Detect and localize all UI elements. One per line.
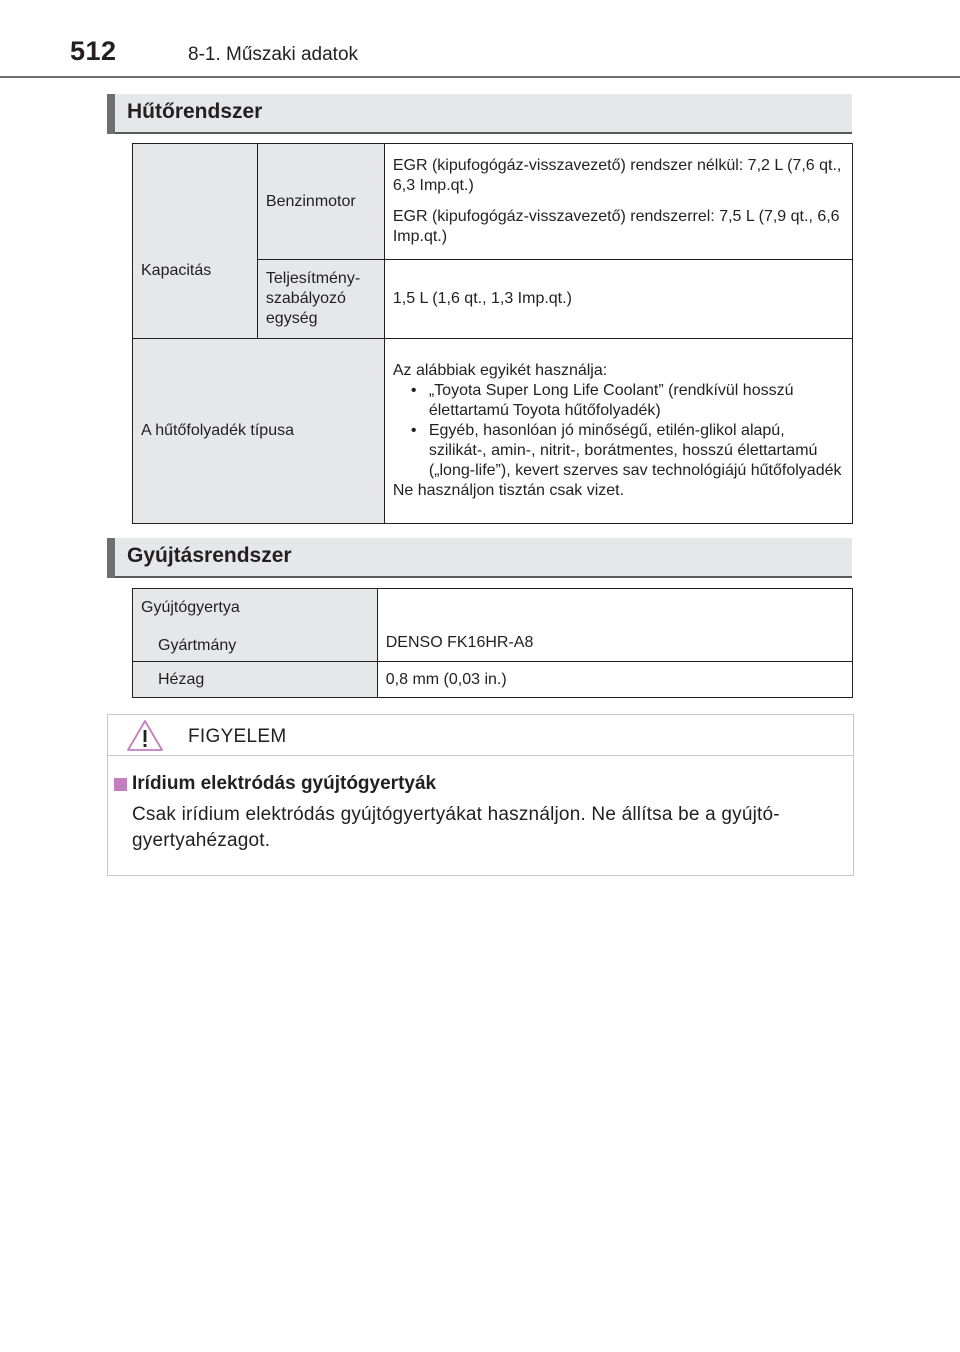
section-bar [107,538,115,578]
make-label: Gyártmány [158,637,237,654]
coolant-note: Ne használjon tisztán csak vizet. [392,482,625,499]
capacity-with-egr: EGR (kipufogógáz-visszavezető) rendszerrel: 7,5 L (7,9 qt., 6,6 Imp.qt.) [392,208,840,245]
section-title: Gyújtásrendszer [127,544,292,567]
page-header [0,0,960,80]
warning-title: FIGYELEM [188,726,287,747]
subsection-square-icon [114,778,127,791]
spark-plug-label: Gyújtógyertya [141,599,240,616]
header-rule [0,76,960,78]
chapter-title: 8-1. Műszaki adatok [188,44,359,65]
spark-plug-label-cell [133,589,378,662]
coolant-type-label: A hűtőfolyadék típusa [133,339,385,524]
page-number: 512 [70,36,117,66]
section-title: Hűtőrendszer [127,100,263,123]
pcu-label: Teljesítmény-szabályozó egység [257,260,384,339]
section-heading-cooling [107,94,852,134]
make-value: DENSO FK16HR-A8 [377,589,852,662]
warning-triangle-icon [126,719,164,757]
gap-label: Hézag [133,662,378,698]
coolant-intro: Az alábbiak egyikét használja: [392,362,608,379]
pcu-value: 1,5 L (1,6 qt., 1,3 Imp.qt.) [384,260,852,339]
ignition-spec-table [132,588,853,698]
section-heading-ignition [107,538,852,578]
gap-value: 0,8 mm (0,03 in.) [377,662,852,698]
capacity-label: Kapacitás [133,144,258,339]
capacity-without-egr: EGR (kipufogógáz-visszavezető) rendszer nélkül: 7,2 L (7,6 qt., 6,3 Imp.qt.) [392,157,842,194]
coolant-options-list [393,381,844,481]
warning-header [108,715,853,756]
warning-box [107,714,854,876]
petrol-engine-value [384,144,852,260]
cooling-spec-table [132,143,853,524]
petrol-engine-label: Benzinmotor [257,144,384,260]
section-bar [107,94,115,134]
warning-subtitle: Irídium elektródás gyújtógyertyák [132,773,437,794]
coolant-type-value [384,339,852,524]
warning-body: Csak irídium elektródás gyújtógyertyákat használjon. Ne állítsa be a gyújtó-gyertyahézagot. [132,804,780,851]
coolant-option: • Egyéb, hasonlóan jó minőségű, etilén-glikol alapú, szilikát-, amin-, nitrit-, borátmentes, hosszú élettartamú („long-life”), kevert szerves sav technológiájú hűtőfolyadék [429,421,844,481]
coolant-option: • „Toyota Super Long Life Coolant” (rendkívül hosszú élettartamú Toyota hűtőfolyadék) [429,381,844,421]
